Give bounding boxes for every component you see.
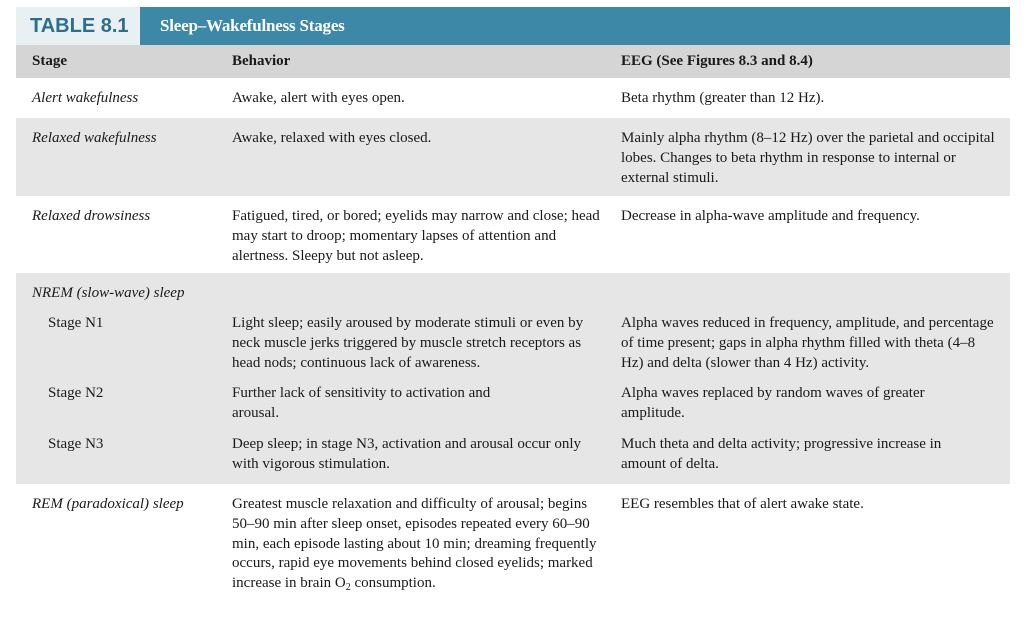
eeg-cell: Mainly alpha rhythm (8–12 Hz) over the parietal and occipital lobes. Changes to beta rhythm in response to internal or external stimuli. — [621, 130, 995, 186]
header-behavior: Behavior — [232, 53, 291, 69]
stage-cell: Relaxed wakefulness — [32, 130, 157, 146]
stage-cell: REM (paradoxical) sleep — [32, 496, 184, 512]
row-alert-wakefulness — [16, 78, 1010, 118]
header-stage: Stage — [32, 53, 67, 69]
stage-cell: Relaxed drowsiness — [32, 208, 151, 224]
row-relaxed-wakefulness — [16, 118, 1010, 196]
row-rem-sleep — [16, 484, 1010, 626]
behavior-cell: Awake, relaxed with eyes closed. — [232, 130, 432, 146]
header-eeg: EEG (See Figures 8.3 and 8.4) — [621, 53, 813, 69]
substage-n3: Stage N3 — [48, 436, 104, 452]
eeg-cell: Much theta and delta activity; progressive increase in amount of delta. — [621, 436, 942, 472]
substage-n1: Stage N1 — [48, 315, 104, 331]
table-title: Sleep–Wakefulness Stages — [160, 16, 345, 35]
stage-cell: NREM (slow-wave) sleep — [32, 285, 185, 301]
column-header-row — [16, 45, 1010, 78]
table-number: TABLE 8.1 — [16, 7, 140, 45]
table-title-bar — [16, 7, 1010, 45]
behavior-cell: Awake, alert with eyes open. — [232, 90, 405, 106]
eeg-cell: Decrease in alpha-wave amplitude and frequency. — [621, 208, 920, 224]
behavior-cell: Fatigued, tired, or bored; eyelids may narrow and close; head may start to droop; momentary lapses of attention and alertness. Sleepy but not asleep. — [232, 208, 600, 264]
behavior-cell: Further lack of sensitivity to activation and arousal. — [232, 385, 491, 421]
behavior-cell: Light sleep; easily aroused by moderate stimuli or even by neck muscle jerks triggered by muscle stretch receptors as head nods; continuous lack of awareness. — [232, 315, 584, 371]
stage-cell: Alert wakefulness — [32, 90, 139, 106]
eeg-cell: Alpha waves reduced in frequency, amplitude, and percentage of time present; gaps in alpha rhythm filled with theta (4–8 Hz) and delta (slower than 4 Hz) activity. — [621, 315, 994, 371]
row-relaxed-drowsiness — [16, 196, 1010, 273]
row-nrem-sleep — [16, 273, 1010, 484]
eeg-cell: Beta rhythm (greater than 12 Hz). — [621, 90, 825, 106]
eeg-cell: Alpha waves replaced by random waves of greater amplitude. — [621, 385, 925, 421]
sleep-stages-table — [16, 7, 1010, 626]
substage-n2: Stage N2 — [48, 385, 104, 401]
behavior-cell: Deep sleep; in stage N3, activation and arousal occur only with vigorous stimulation. — [232, 436, 582, 472]
behavior-cell: Greatest muscle relaxation and difficulty of arousal; begins 50–90 min after sleep onset, episodes repeated every 60–90 min, each episode lasting about 10 min; dreaming frequently occurs, rapid eye movements behind closed eyelids; marked increase in brain $O_2$ consumption. — [232, 496, 597, 594]
eeg-cell: EEG resembles that of alert awake state. — [621, 496, 864, 512]
